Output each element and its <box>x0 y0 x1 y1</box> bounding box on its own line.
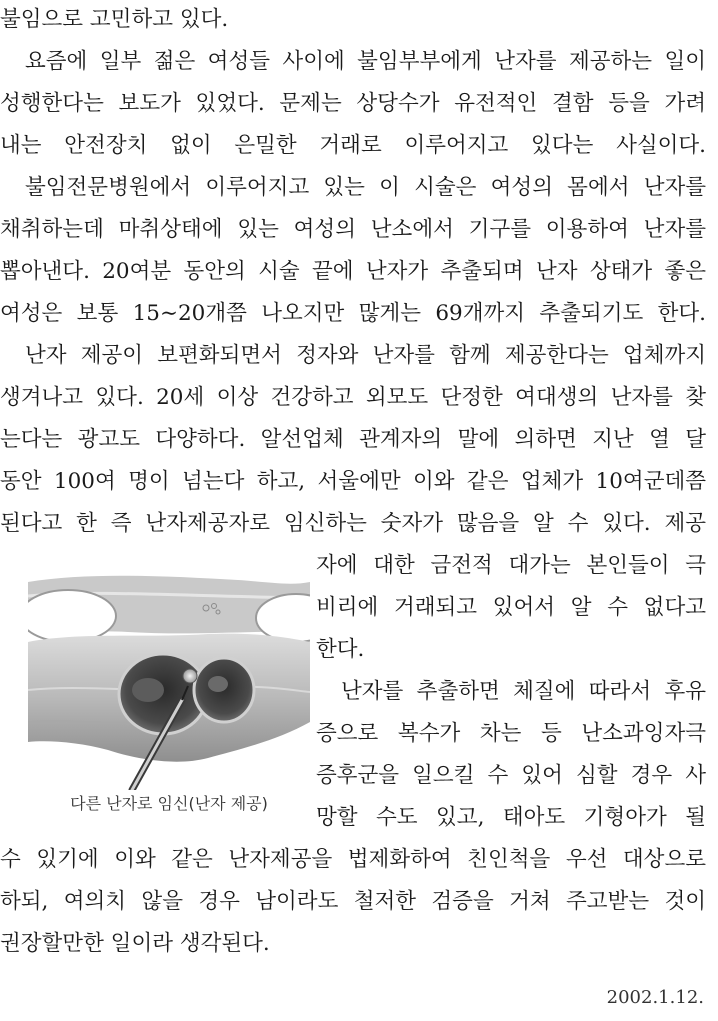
text-line: 망할 수도 있고, 태아도 기형아가 될 <box>316 805 706 830</box>
text-line: 성행한다는 보도가 있었다. 문제는 상당수가 유전적인 결함 등을 가려 <box>0 91 706 116</box>
text-line: 수 있기에 이와 같은 난자제공을 법제화하여 친인척을 우선 대상으로 <box>0 847 706 872</box>
text-line: 한다. <box>316 637 365 662</box>
text-line: 자에 대한 금전적 대가는 본인들이 극 <box>316 553 706 578</box>
text-line: 는다는 광고도 다양하다. 알선업체 관계자의 말에 의하면 지난 열 달 <box>0 427 706 452</box>
text-line: 권장할만한 일이라 생각된다. <box>0 931 270 956</box>
text-line: 증으로 복수가 차는 등 난소과잉자극 <box>316 721 706 746</box>
text-line: 하되, 여의치 않을 경우 남이라도 철저한 검증을 거쳐 주고받는 것이 <box>0 889 706 914</box>
egg-retrieval-illustration <box>28 572 310 790</box>
text-line: 불임으로 고민하고 있다. <box>0 7 229 32</box>
text-line: 채취하는데 마취상태에 있는 여성의 난소에서 기구를 이용하여 난자를 <box>0 217 706 242</box>
text-line: 동안 100여 명이 넘는다 하고, 서울에만 이와 같은 업체가 10여군데쯤 <box>0 469 706 494</box>
text-line: 여성은 보통 15∼20개쯤 나오지만 많게는 69개까지 추출되기도 한다. <box>0 301 706 326</box>
date: 2002.1.12. <box>606 987 704 1008</box>
text-line: 난자를 추출하면 체질에 따라서 후유 <box>341 679 706 704</box>
text-line: 요즘에 일부 젊은 여성들 사이에 불임부부에게 난자를 제공하는 일이 <box>25 49 706 74</box>
text-line: 내는 안전장치 없이 은밀한 거래로 이루어지고 있다는 사실이다. <box>0 133 706 158</box>
text-line: 생겨나고 있다. 20세 이상 건강하고 외모도 단정한 여대생의 난자를 찾 <box>0 385 706 410</box>
text-line: 증후군을 일으킬 수 있어 심할 경우 사 <box>316 763 706 788</box>
text-line: 비리에 거래되고 있어서 알 수 없다고 <box>316 595 706 620</box>
text-line: 뽑아낸다. 20여분 동안의 시술 끝에 난자가 추출되며 난자 상태가 좋은 <box>0 259 706 284</box>
text-line: 된다고 한 즉 난자제공자로 임신하는 숫자가 많음을 알 수 있다. 제공 <box>0 511 706 536</box>
figure-caption: 다른 난자로 임신(난자 제공) <box>70 794 268 813</box>
text-line: 난자 제공이 보편화되면서 정자와 난자를 함께 제공한다는 업체까지 <box>25 343 706 368</box>
text-line: 불임전문병원에서 이루어지고 있는 이 시술은 여성의 몸에서 난자를 <box>25 175 706 200</box>
